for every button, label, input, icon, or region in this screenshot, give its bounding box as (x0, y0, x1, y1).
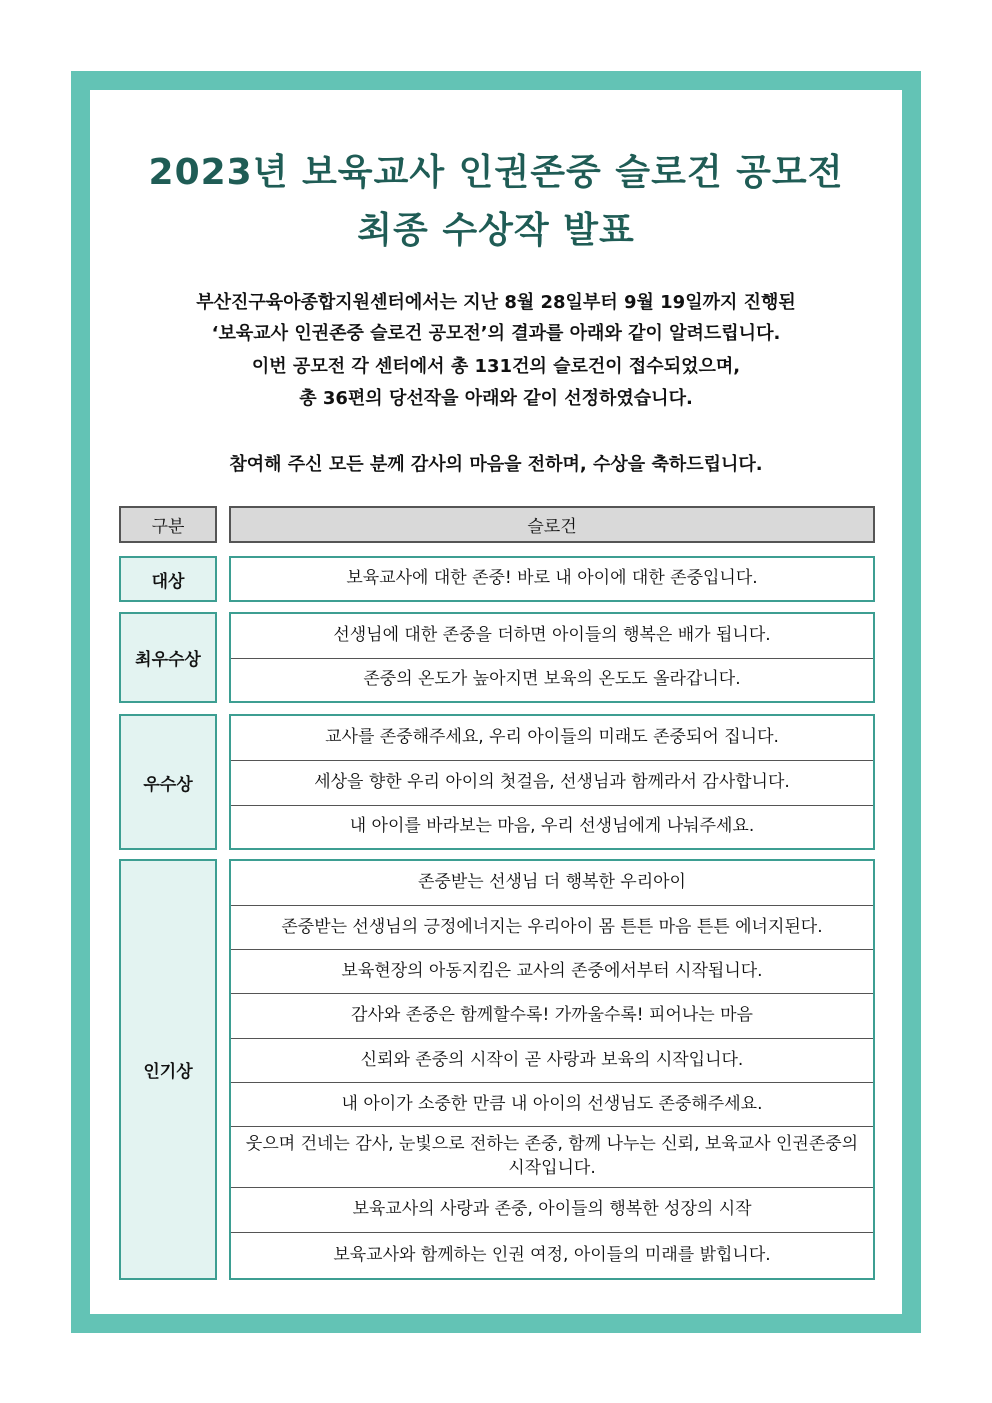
slogan-row: 존중의 온도가 높아지면 보육의 온도도 올라갑니다. (363, 669, 741, 690)
slogan-row: 감사와 존중은 함께할수록! 가까울수록! 피어나는 마음 (231, 994, 873, 1039)
table-header-category: 구분 (119, 506, 217, 543)
slogan-row: 교사를 존중해주세요, 우리 아이들의 미래도 존중되어 집니다. (231, 716, 873, 761)
award-group-excellence (229, 612, 875, 703)
intro-line-2: ‘보육교사 인권존중 슬로건 공모전’의 결과를 아래와 같이 알려드립니다. (211, 323, 781, 344)
slogan-row: 신뢰와 존중의 시작이 곧 사랑과 보육의 시작입니다. (231, 1039, 873, 1083)
slogan-row: 내 아이가 소중한 만큼 내 아이의 선생님도 존중해주세요. (231, 1083, 873, 1127)
slogan-row: 보육교사의 사랑과 존중, 아이들의 행복한 성장의 시작 (231, 1188, 873, 1233)
award-category-grand: 대상 (119, 556, 217, 602)
slogan-row: 세상을 향한 우리 아이의 첫걸음, 선생님과 함께라서 감사합니다. (231, 761, 873, 806)
intro-line-4: 총 36편의 당선작을 아래와 같이 선정하였습니다. (299, 388, 693, 409)
page-frame (71, 71, 921, 1333)
slogan-row: 내 아이를 바라보는 마음, 우리 선생님에게 나눠주세요. (349, 816, 755, 837)
slogan-row: 존중받는 선생님의 긍정에너지는 우리아이 몸 튼튼 마음 튼튼 에너지된다. (231, 906, 873, 950)
slogan-row: 보육교사와 함께하는 인권 여정, 아이들의 미래를 밝힙니다. (333, 1244, 771, 1265)
page-content (90, 90, 902, 1314)
intro-thanks: 참여해 주신 모든 분께 감사의 마음을 전하며, 수상을 축하드립니다. (229, 454, 763, 475)
award-group-popular (229, 859, 875, 1280)
slogan-row: 보육현장의 아동지킴은 교사의 존중에서부터 시작됩니다. (231, 950, 873, 994)
intro-line-1: 부산진구육아종합지원센터에서는 지난 8월 28일부터 9월 19일까지 진행된 (196, 292, 796, 313)
table-header-slogan: 슬로건 (229, 506, 875, 543)
award-group-merit (229, 714, 875, 850)
slogan-row: 선생님에 대한 존중을 더하면 아이들의 행복은 배가 됩니다. (231, 614, 873, 659)
award-category-popular: 인기상 (119, 859, 217, 1280)
award-category-merit: 우수상 (119, 714, 217, 850)
page-subtitle: 최종 수상작 발표 (357, 210, 635, 251)
award-group-grand (229, 556, 875, 602)
page-title: 2023년 보육교사 인권존중 슬로건 공모전 (148, 152, 844, 193)
award-category-excellence: 최우수상 (119, 612, 217, 703)
slogan-row: 존중받는 선생님 더 행복한 우리아이 (231, 861, 873, 906)
intro-line-3: 이번 공모전 각 센터에서 총 131건의 슬로건이 접수되었으며, (251, 356, 741, 377)
slogan-row: 보육교사에 대한 존중! 바로 내 아이에 대한 존중입니다. (346, 568, 758, 589)
slogan-row: 웃으며 건네는 감사, 눈빛으로 전하는 존중, 함께 나누는 신뢰, 보육교사 인권존중의 시작입니다. (231, 1127, 873, 1188)
